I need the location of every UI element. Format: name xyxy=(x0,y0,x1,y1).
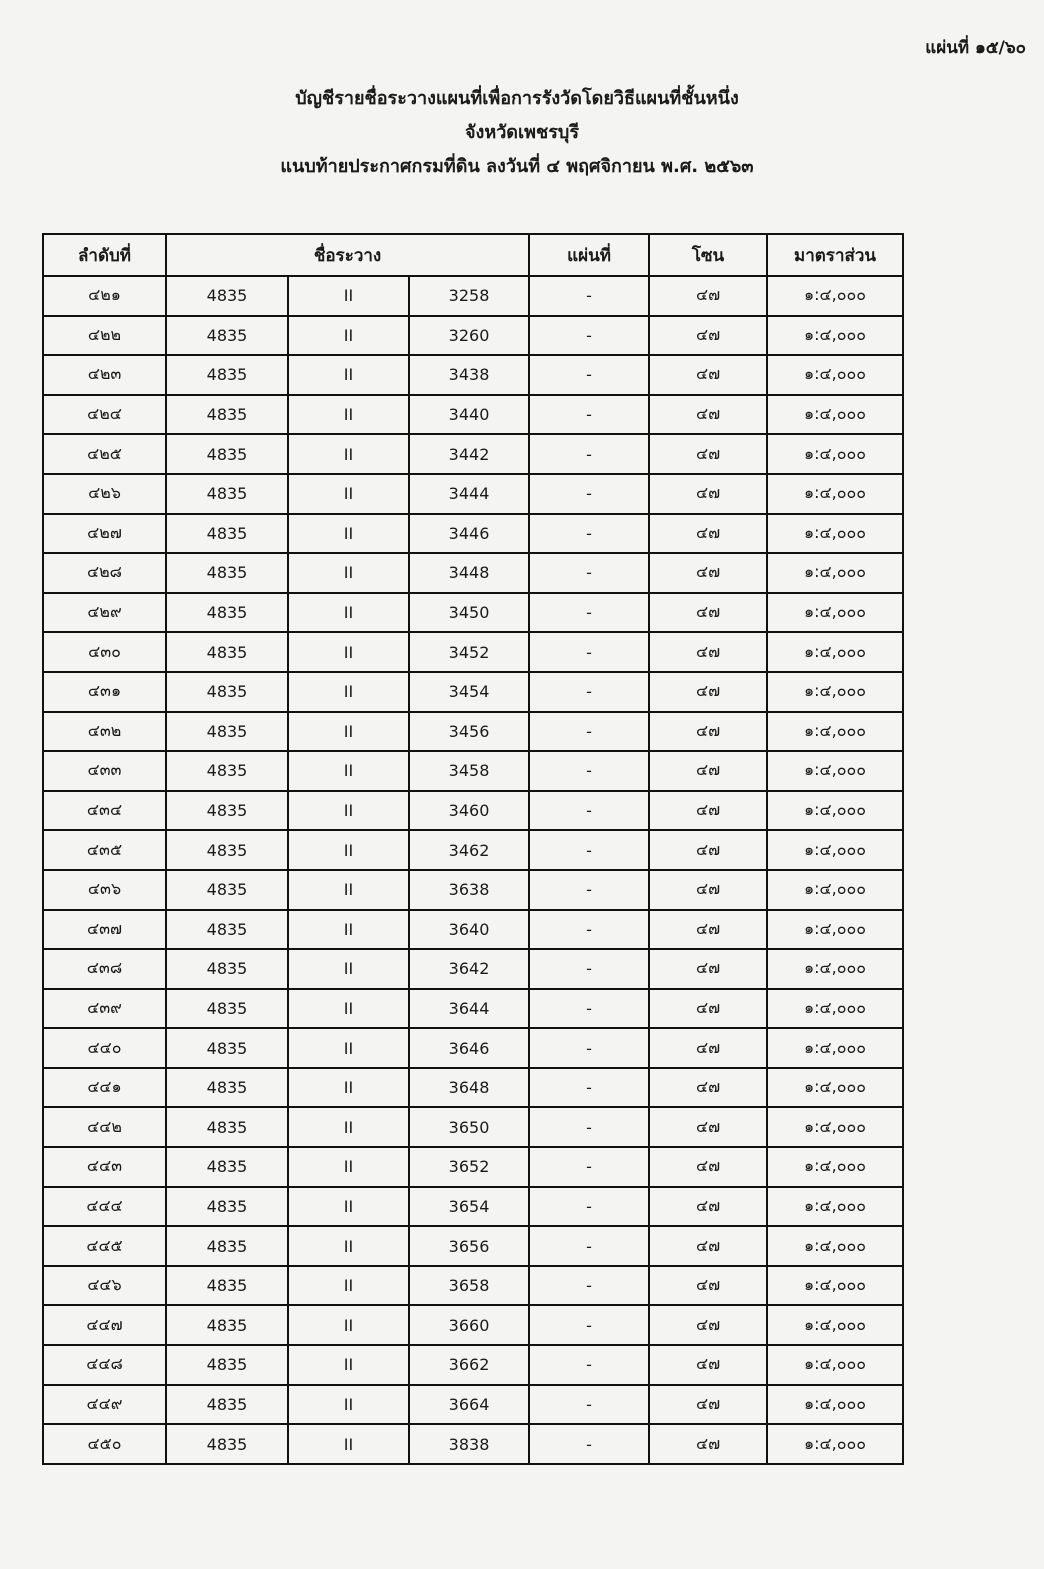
cell-sheet-name-part2: II xyxy=(288,870,409,910)
cell-seq: ๔๔๘ xyxy=(43,1345,166,1385)
cell-sheet-name-part3: 3650 xyxy=(409,1107,529,1147)
cell-zone: ๔๗ xyxy=(649,316,767,356)
table-row xyxy=(43,1187,903,1227)
table-row xyxy=(43,830,903,870)
province-name: จังหวัดเพชรบุรี xyxy=(465,122,579,143)
cell-sheet-name-part2: II xyxy=(288,1345,409,1385)
cell-sheet-name-part2: II xyxy=(288,553,409,593)
cell-sheet-no: - xyxy=(529,989,649,1029)
cell-zone: ๔๗ xyxy=(649,593,767,633)
cell-sheet-name-part3: 3652 xyxy=(409,1147,529,1187)
cell-sheet-no: - xyxy=(529,712,649,752)
cell-sheet-no: - xyxy=(529,632,649,672)
header-scale: มาตราส่วน xyxy=(767,234,903,276)
table-header xyxy=(43,234,903,276)
cell-sheet-name-part2: II xyxy=(288,910,409,950)
cell-sheet-name-part3: 3458 xyxy=(409,751,529,791)
cell-sheet-no: - xyxy=(529,276,649,316)
cell-sheet-name-part3: 3656 xyxy=(409,1226,529,1266)
page-number: แผ่นที่ ๑๕/๖๐ xyxy=(925,38,1026,58)
cell-sheet-name-part2: II xyxy=(288,712,409,752)
table-row xyxy=(43,1385,903,1425)
cell-sheet-name-part2: II xyxy=(288,395,409,435)
table-row xyxy=(43,593,903,633)
cell-sheet-name-part1: 4835 xyxy=(166,474,288,514)
cell-sheet-name-part1: 4835 xyxy=(166,1028,288,1068)
cell-sheet-name-part1: 4835 xyxy=(166,1345,288,1385)
cell-sheet-no: - xyxy=(529,1266,649,1306)
cell-seq: ๔๔๕ xyxy=(43,1226,166,1266)
header-zone: โซน xyxy=(649,234,767,276)
cell-sheet-name-part2: II xyxy=(288,276,409,316)
cell-seq: ๔๓๗ xyxy=(43,910,166,950)
table-row xyxy=(43,672,903,712)
cell-sheet-name-part3: 3664 xyxy=(409,1385,529,1425)
table-row xyxy=(43,632,903,672)
cell-sheet-no: - xyxy=(529,355,649,395)
cell-seq: ๔๓๔ xyxy=(43,791,166,831)
cell-sheet-name-part2: II xyxy=(288,1424,409,1464)
cell-seq: ๔๒๙ xyxy=(43,593,166,633)
cell-sheet-name-part2: II xyxy=(288,1107,409,1147)
cell-zone: ๔๗ xyxy=(649,989,767,1029)
cell-sheet-no: - xyxy=(529,1226,649,1266)
cell-sheet-name-part3: 3648 xyxy=(409,1068,529,1108)
cell-scale: ๑:๔,๐๐๐ xyxy=(767,672,903,712)
cell-scale: ๑:๔,๐๐๐ xyxy=(767,1068,903,1108)
cell-sheet-name-part1: 4835 xyxy=(166,672,288,712)
cell-scale: ๑:๔,๐๐๐ xyxy=(767,1107,903,1147)
cell-zone: ๔๗ xyxy=(649,632,767,672)
cell-sheet-name-part3: 3642 xyxy=(409,949,529,989)
cell-sheet-no: - xyxy=(529,672,649,712)
cell-sheet-name-part2: II xyxy=(288,1147,409,1187)
cell-zone: ๔๗ xyxy=(649,553,767,593)
cell-sheet-name-part3: 3654 xyxy=(409,1187,529,1227)
cell-sheet-name-part2: II xyxy=(288,355,409,395)
cell-seq: ๔๔๐ xyxy=(43,1028,166,1068)
cell-zone: ๔๗ xyxy=(649,712,767,752)
cell-sheet-name-part1: 4835 xyxy=(166,514,288,554)
cell-sheet-name-part3: 3440 xyxy=(409,395,529,435)
cell-sheet-name-part1: 4835 xyxy=(166,1226,288,1266)
cell-sheet-name-part1: 4835 xyxy=(166,553,288,593)
cell-sheet-name-part1: 4835 xyxy=(166,791,288,831)
cell-sheet-name-part1: 4835 xyxy=(166,1305,288,1345)
cell-sheet-name-part3: 3638 xyxy=(409,870,529,910)
cell-sheet-no: - xyxy=(529,1068,649,1108)
cell-sheet-name-part1: 4835 xyxy=(166,1266,288,1306)
cell-seq: ๔๔๔ xyxy=(43,1187,166,1227)
table-row xyxy=(43,712,903,752)
cell-seq: ๔๒๓ xyxy=(43,355,166,395)
cell-zone: ๔๗ xyxy=(649,1305,767,1345)
cell-scale: ๑:๔,๐๐๐ xyxy=(767,395,903,435)
announcement-reference: แนบท้ายประกาศกรมที่ดิน ลงวันที่ ๔ พฤศจิกายน พ.ศ. ๒๕๖๓ xyxy=(280,156,754,177)
table-row xyxy=(43,434,903,474)
table-row xyxy=(43,355,903,395)
table-row xyxy=(43,553,903,593)
table-row xyxy=(43,474,903,514)
cell-sheet-name-part2: II xyxy=(288,1305,409,1345)
cell-sheet-name-part1: 4835 xyxy=(166,355,288,395)
cell-scale: ๑:๔,๐๐๐ xyxy=(767,1028,903,1068)
cell-seq: ๔๒๔ xyxy=(43,395,166,435)
cell-scale: ๑:๔,๐๐๐ xyxy=(767,1147,903,1187)
table-row xyxy=(43,1424,903,1464)
cell-zone: ๔๗ xyxy=(649,949,767,989)
table-row xyxy=(43,1028,903,1068)
cell-seq: ๔๓๒ xyxy=(43,712,166,752)
cell-scale: ๑:๔,๐๐๐ xyxy=(767,989,903,1029)
cell-zone: ๔๗ xyxy=(649,751,767,791)
table-row xyxy=(43,395,903,435)
cell-seq: ๔๓๑ xyxy=(43,672,166,712)
table-row xyxy=(43,949,903,989)
cell-sheet-no: - xyxy=(529,1385,649,1425)
cell-sheet-no: - xyxy=(529,830,649,870)
cell-sheet-name-part1: 4835 xyxy=(166,751,288,791)
cell-sheet-name-part1: 4835 xyxy=(166,395,288,435)
cell-sheet-name-part2: II xyxy=(288,672,409,712)
table-row xyxy=(43,514,903,554)
table-row xyxy=(43,1345,903,1385)
cell-sheet-name-part3: 3644 xyxy=(409,989,529,1029)
cell-sheet-no: - xyxy=(529,791,649,831)
header-sheet-name: ชื่อระวาง xyxy=(166,234,529,276)
cell-sheet-no: - xyxy=(529,870,649,910)
cell-sheet-name-part1: 4835 xyxy=(166,989,288,1029)
cell-zone: ๔๗ xyxy=(649,395,767,435)
cell-scale: ๑:๔,๐๐๐ xyxy=(767,751,903,791)
cell-sheet-name-part2: II xyxy=(288,514,409,554)
cell-zone: ๔๗ xyxy=(649,474,767,514)
cell-zone: ๔๗ xyxy=(649,1028,767,1068)
table-row xyxy=(43,1107,903,1147)
cell-sheet-name-part2: II xyxy=(288,1028,409,1068)
cell-scale: ๑:๔,๐๐๐ xyxy=(767,474,903,514)
cell-sheet-name-part1: 4835 xyxy=(166,949,288,989)
cell-sheet-name-part1: 4835 xyxy=(166,1424,288,1464)
cell-scale: ๑:๔,๐๐๐ xyxy=(767,1226,903,1266)
cell-sheet-name-part1: 4835 xyxy=(166,316,288,356)
cell-sheet-name-part3: 3442 xyxy=(409,434,529,474)
cell-scale: ๑:๔,๐๐๐ xyxy=(767,1345,903,1385)
table-row xyxy=(43,910,903,950)
table-row xyxy=(43,276,903,316)
cell-seq: ๔๓๘ xyxy=(43,949,166,989)
cell-sheet-no: - xyxy=(529,434,649,474)
cell-sheet-name-part1: 4835 xyxy=(166,1385,288,1425)
table-row xyxy=(43,1068,903,1108)
cell-sheet-no: - xyxy=(529,1305,649,1345)
cell-sheet-name-part3: 3438 xyxy=(409,355,529,395)
cell-sheet-no: - xyxy=(529,1187,649,1227)
cell-scale: ๑:๔,๐๐๐ xyxy=(767,632,903,672)
cell-scale: ๑:๔,๐๐๐ xyxy=(767,1266,903,1306)
cell-sheet-name-part3: 3260 xyxy=(409,316,529,356)
cell-sheet-name-part1: 4835 xyxy=(166,1187,288,1227)
cell-sheet-name-part3: 3448 xyxy=(409,553,529,593)
cell-sheet-no: - xyxy=(529,553,649,593)
cell-sheet-name-part1: 4835 xyxy=(166,632,288,672)
cell-zone: ๔๗ xyxy=(649,830,767,870)
map-sheet-table xyxy=(42,233,904,1465)
cell-scale: ๑:๔,๐๐๐ xyxy=(767,316,903,356)
cell-sheet-name-part2: II xyxy=(288,751,409,791)
cell-sheet-no: - xyxy=(529,1424,649,1464)
cell-zone: ๔๗ xyxy=(649,1147,767,1187)
cell-sheet-name-part2: II xyxy=(288,830,409,870)
document-title: บัญชีรายชื่อระวางแผนที่เพื่อการรังวัดโดยวิธีแผนที่ชั้นหนึ่ง xyxy=(295,88,739,109)
cell-sheet-name-part2: II xyxy=(288,593,409,633)
cell-sheet-name-part3: 3662 xyxy=(409,1345,529,1385)
cell-scale: ๑:๔,๐๐๐ xyxy=(767,949,903,989)
cell-scale: ๑:๔,๐๐๐ xyxy=(767,1305,903,1345)
table-row xyxy=(43,1226,903,1266)
cell-seq: ๔๓๖ xyxy=(43,870,166,910)
cell-scale: ๑:๔,๐๐๐ xyxy=(767,1424,903,1464)
cell-scale: ๑:๔,๐๐๐ xyxy=(767,870,903,910)
cell-sheet-no: - xyxy=(529,593,649,633)
cell-sheet-name-part3: 3456 xyxy=(409,712,529,752)
cell-sheet-no: - xyxy=(529,514,649,554)
cell-sheet-no: - xyxy=(529,1345,649,1385)
cell-sheet-name-part2: II xyxy=(288,632,409,672)
table-row xyxy=(43,751,903,791)
cell-sheet-name-part3: 3646 xyxy=(409,1028,529,1068)
cell-sheet-name-part2: II xyxy=(288,1187,409,1227)
cell-sheet-no: - xyxy=(529,1107,649,1147)
cell-zone: ๔๗ xyxy=(649,434,767,474)
cell-sheet-name-part1: 4835 xyxy=(166,1068,288,1108)
table-row xyxy=(43,989,903,1029)
table-row xyxy=(43,1266,903,1306)
cell-seq: ๔๔๓ xyxy=(43,1147,166,1187)
header-seq: ลำดับที่ xyxy=(43,234,166,276)
cell-sheet-name-part1: 4835 xyxy=(166,1147,288,1187)
cell-scale: ๑:๔,๐๐๐ xyxy=(767,355,903,395)
cell-seq: ๔๒๖ xyxy=(43,474,166,514)
cell-sheet-name-part3: 3640 xyxy=(409,910,529,950)
cell-seq: ๔๒๗ xyxy=(43,514,166,554)
cell-scale: ๑:๔,๐๐๐ xyxy=(767,593,903,633)
cell-sheet-name-part1: 4835 xyxy=(166,870,288,910)
cell-sheet-no: - xyxy=(529,949,649,989)
cell-sheet-name-part2: II xyxy=(288,791,409,831)
cell-seq: ๔๓๙ xyxy=(43,989,166,1029)
cell-seq: ๔๕๐ xyxy=(43,1424,166,1464)
cell-sheet-no: - xyxy=(529,1147,649,1187)
cell-sheet-name-part3: 3258 xyxy=(409,276,529,316)
header-sheet-no: แผ่นที่ xyxy=(529,234,649,276)
cell-zone: ๔๗ xyxy=(649,1187,767,1227)
cell-sheet-name-part2: II xyxy=(288,949,409,989)
cell-sheet-name-part3: 3658 xyxy=(409,1266,529,1306)
cell-sheet-name-part3: 3660 xyxy=(409,1305,529,1345)
cell-zone: ๔๗ xyxy=(649,1107,767,1147)
cell-seq: ๔๒๑ xyxy=(43,276,166,316)
table-row xyxy=(43,1305,903,1345)
cell-sheet-name-part2: II xyxy=(288,1266,409,1306)
table-row xyxy=(43,1147,903,1187)
cell-sheet-no: - xyxy=(529,910,649,950)
cell-sheet-name-part3: 3450 xyxy=(409,593,529,633)
header-row xyxy=(43,234,903,276)
cell-sheet-name-part3: 3454 xyxy=(409,672,529,712)
table-row xyxy=(43,316,903,356)
cell-scale: ๑:๔,๐๐๐ xyxy=(767,1187,903,1227)
cell-zone: ๔๗ xyxy=(649,910,767,950)
cell-sheet-name-part3: 3446 xyxy=(409,514,529,554)
document-header xyxy=(0,82,1044,184)
cell-scale: ๑:๔,๐๐๐ xyxy=(767,830,903,870)
cell-zone: ๔๗ xyxy=(649,1345,767,1385)
cell-scale: ๑:๔,๐๐๐ xyxy=(767,434,903,474)
cell-zone: ๔๗ xyxy=(649,1424,767,1464)
cell-sheet-name-part3: 3838 xyxy=(409,1424,529,1464)
cell-seq: ๔๔๑ xyxy=(43,1068,166,1108)
cell-zone: ๔๗ xyxy=(649,1068,767,1108)
cell-zone: ๔๗ xyxy=(649,355,767,395)
cell-zone: ๔๗ xyxy=(649,1385,767,1425)
cell-seq: ๔๓๐ xyxy=(43,632,166,672)
cell-seq: ๔๔๒ xyxy=(43,1107,166,1147)
cell-sheet-name-part1: 4835 xyxy=(166,276,288,316)
cell-scale: ๑:๔,๐๐๐ xyxy=(767,910,903,950)
cell-seq: ๔๔๖ xyxy=(43,1266,166,1306)
cell-sheet-name-part1: 4835 xyxy=(166,712,288,752)
cell-sheet-name-part2: II xyxy=(288,474,409,514)
cell-zone: ๔๗ xyxy=(649,1266,767,1306)
cell-sheet-name-part3: 3462 xyxy=(409,830,529,870)
cell-sheet-name-part2: II xyxy=(288,989,409,1029)
cell-zone: ๔๗ xyxy=(649,791,767,831)
cell-seq: ๔๓๕ xyxy=(43,830,166,870)
cell-sheet-no: - xyxy=(529,751,649,791)
cell-seq: ๔๔๗ xyxy=(43,1305,166,1345)
cell-seq: ๔๔๙ xyxy=(43,1385,166,1425)
cell-seq: ๔๒๕ xyxy=(43,434,166,474)
table-body xyxy=(43,276,903,1464)
table-row xyxy=(43,870,903,910)
cell-seq: ๔๒๒ xyxy=(43,316,166,356)
cell-zone: ๔๗ xyxy=(649,514,767,554)
cell-sheet-no: - xyxy=(529,395,649,435)
cell-scale: ๑:๔,๐๐๐ xyxy=(767,1385,903,1425)
cell-sheet-name-part2: II xyxy=(288,434,409,474)
cell-scale: ๑:๔,๐๐๐ xyxy=(767,553,903,593)
cell-sheet-no: - xyxy=(529,1028,649,1068)
cell-zone: ๔๗ xyxy=(649,1226,767,1266)
table-row xyxy=(43,791,903,831)
cell-sheet-name-part2: II xyxy=(288,1226,409,1266)
cell-sheet-name-part1: 4835 xyxy=(166,830,288,870)
cell-sheet-name-part3: 3460 xyxy=(409,791,529,831)
cell-sheet-name-part1: 4835 xyxy=(166,1107,288,1147)
cell-sheet-name-part2: II xyxy=(288,1068,409,1108)
cell-sheet-name-part1: 4835 xyxy=(166,910,288,950)
cell-sheet-no: - xyxy=(529,474,649,514)
cell-sheet-name-part3: 3452 xyxy=(409,632,529,672)
cell-scale: ๑:๔,๐๐๐ xyxy=(767,514,903,554)
cell-sheet-name-part1: 4835 xyxy=(166,434,288,474)
cell-sheet-name-part2: II xyxy=(288,316,409,356)
cell-zone: ๔๗ xyxy=(649,672,767,712)
cell-scale: ๑:๔,๐๐๐ xyxy=(767,791,903,831)
cell-sheet-name-part2: II xyxy=(288,1385,409,1425)
cell-seq: ๔๒๘ xyxy=(43,553,166,593)
cell-zone: ๔๗ xyxy=(649,276,767,316)
cell-scale: ๑:๔,๐๐๐ xyxy=(767,712,903,752)
cell-sheet-no: - xyxy=(529,316,649,356)
cell-sheet-name-part3: 3444 xyxy=(409,474,529,514)
cell-scale: ๑:๔,๐๐๐ xyxy=(767,276,903,316)
cell-zone: ๔๗ xyxy=(649,870,767,910)
cell-seq: ๔๓๓ xyxy=(43,751,166,791)
cell-sheet-name-part1: 4835 xyxy=(166,593,288,633)
